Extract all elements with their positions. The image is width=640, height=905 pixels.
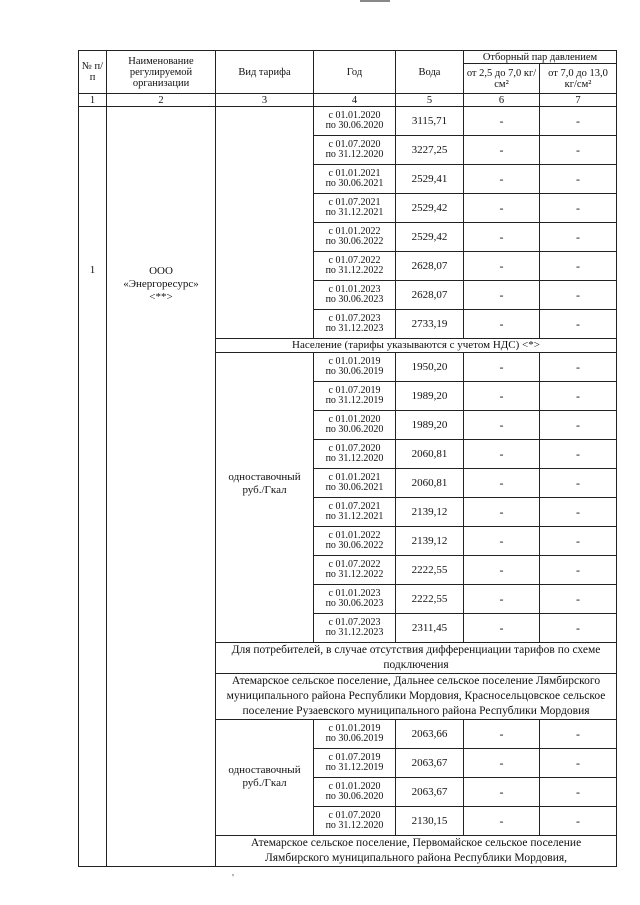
header-tariff: Вид тарифа (216, 51, 314, 94)
water-price: 2063,66 (396, 720, 464, 749)
steam-high-value: - (540, 778, 617, 807)
period-to: по 30.06.2022 (325, 236, 384, 247)
period-cell (314, 527, 396, 556)
steam-low-value: - (464, 556, 540, 585)
period-from: с 01.01.2019 (328, 355, 381, 367)
period-to: по 30.06.2020 (325, 120, 384, 131)
column-number: 5 (396, 94, 464, 107)
period-to: по 31.12.2019 (325, 395, 384, 406)
period-to: по 31.12.2022 (325, 569, 384, 580)
column-number: 4 (314, 94, 396, 107)
water-price: 2060,81 (396, 469, 464, 498)
period-cell (314, 382, 396, 411)
period-to: по 31.12.2022 (325, 265, 384, 276)
period-from: с 01.07.2023 (328, 616, 381, 628)
period-cell (314, 585, 396, 614)
table-row (79, 107, 617, 136)
steam-low-value: - (464, 469, 540, 498)
period-from: с 01.07.2020 (328, 138, 381, 150)
steam-low-value: - (464, 527, 540, 556)
steam-high-value: - (540, 136, 617, 165)
steam-high-value: - (540, 194, 617, 223)
steam-high-value: - (540, 720, 617, 749)
period-to: по 30.06.2021 (325, 178, 384, 189)
steam-low-value: - (464, 310, 540, 339)
header-steam-a: от 2,5 до 7,0 кг/см² (464, 64, 540, 94)
steam-high-value: - (540, 585, 617, 614)
period-cell (314, 556, 396, 585)
tariff-type: одноставочный (228, 764, 301, 776)
period-to: по 31.12.2019 (325, 762, 384, 773)
steam-low-value: - (464, 498, 540, 527)
period-to: по 30.06.2019 (325, 366, 384, 377)
steam-low-value: - (464, 223, 540, 252)
header-num: № п/п (79, 51, 107, 94)
period-from: с 01.01.2021 (328, 167, 381, 179)
period-cell (314, 252, 396, 281)
period-from: с 01.07.2021 (328, 500, 381, 512)
period-cell (314, 223, 396, 252)
period-from: с 01.07.2021 (328, 196, 381, 208)
period-cell (314, 310, 396, 339)
steam-high-value: - (540, 556, 617, 585)
water-price: 2529,42 (396, 223, 464, 252)
water-price: 2733,19 (396, 310, 464, 339)
tariff-unit: руб./Гкал (242, 484, 287, 496)
water-price: 3115,71 (396, 107, 464, 136)
steam-high-value: - (540, 527, 617, 556)
steam-high-value: - (540, 281, 617, 310)
tariff-unit: руб./Гкал (242, 777, 287, 789)
steam-high-value: - (540, 353, 617, 382)
column-number: 2 (107, 94, 216, 107)
steam-low-value: - (464, 614, 540, 643)
steam-high-value: - (540, 807, 617, 836)
water-price: 2311,45 (396, 614, 464, 643)
period-to: по 31.12.2023 (325, 323, 384, 334)
header-steam: Отборный пар давлением (464, 51, 617, 64)
steam-low-value: - (464, 778, 540, 807)
period-cell (314, 165, 396, 194)
period-to: по 30.06.2020 (325, 791, 384, 802)
tariff-type: одноставочный (228, 471, 301, 483)
column-number: 3 (216, 94, 314, 107)
steam-low-value: - (464, 281, 540, 310)
period-from: с 01.07.2019 (328, 751, 381, 763)
water-price: 2222,55 (396, 585, 464, 614)
row-number: 1 (79, 107, 107, 867)
steam-low-value: - (464, 440, 540, 469)
period-from: с 01.01.2020 (328, 413, 381, 425)
caption-area-1: Атемарское сельское поселение, Дальнее сельское поселение Лямбирского муниципального района Республики Мордовия, Красносельцовское сельское поселение Рузаевского муниципального района Республики Мордовия (216, 674, 617, 720)
water-price: 2222,55 (396, 556, 464, 585)
water-price: 2139,12 (396, 527, 464, 556)
period-to: по 30.06.2023 (325, 598, 384, 609)
period-from: с 01.01.2022 (328, 225, 381, 237)
column-number: 6 (464, 94, 540, 107)
header-water: Вода (396, 51, 464, 94)
period-from: с 01.01.2019 (328, 722, 381, 734)
period-from: с 01.07.2019 (328, 384, 381, 396)
tariff-table (78, 50, 617, 867)
steam-high-value: - (540, 498, 617, 527)
water-price: 2130,15 (396, 807, 464, 836)
tariff-type-cell-empty (216, 107, 314, 339)
steam-low-value: - (464, 807, 540, 836)
water-price: 2139,12 (396, 498, 464, 527)
period-from: с 01.07.2020 (328, 442, 381, 454)
steam-high-value: - (540, 411, 617, 440)
column-number: 7 (540, 94, 617, 107)
period-cell (314, 194, 396, 223)
period-from: с 01.01.2020 (328, 780, 381, 792)
period-to: по 31.12.2020 (325, 820, 384, 831)
period-cell (314, 411, 396, 440)
caption-area-2: Атемарское сельское поселение, Первомайское сельское поселение Лямбирского муниципального района Республики Мордовия, (216, 836, 617, 867)
period-cell (314, 614, 396, 643)
period-cell (314, 778, 396, 807)
column-number-row (79, 94, 617, 107)
period-to: по 31.12.2020 (325, 453, 384, 464)
water-price: 1989,20 (396, 411, 464, 440)
period-from: с 01.07.2022 (328, 254, 381, 266)
steam-high-value: - (540, 382, 617, 411)
steam-high-value: - (540, 749, 617, 778)
period-to: по 31.12.2023 (325, 627, 384, 638)
tariff-type-cell (216, 353, 314, 643)
water-price: 2529,41 (396, 165, 464, 194)
steam-high-value: - (540, 252, 617, 281)
water-price: 1989,20 (396, 382, 464, 411)
water-price: 2628,07 (396, 252, 464, 281)
period-cell (314, 749, 396, 778)
period-to: по 30.06.2020 (325, 424, 384, 435)
period-to: по 30.06.2021 (325, 482, 384, 493)
organization-name-line: «Энергоресурс» (123, 278, 199, 290)
organization-name (107, 107, 216, 867)
water-price: 2529,42 (396, 194, 464, 223)
period-to: по 31.12.2021 (325, 511, 384, 522)
period-from: с 01.07.2023 (328, 312, 381, 324)
period-to: по 31.12.2020 (325, 149, 384, 160)
header-org: Наименование регулируемой организации (107, 51, 216, 94)
header-year: Год (314, 51, 396, 94)
steam-low-value: - (464, 749, 540, 778)
period-cell (314, 353, 396, 382)
water-price: 2063,67 (396, 778, 464, 807)
period-from: с 01.01.2023 (328, 587, 381, 599)
steam-high-value: - (540, 614, 617, 643)
period-to: по 30.06.2022 (325, 540, 384, 551)
period-cell (314, 107, 396, 136)
caption-population: Население (тарифы указываются с учетом НДС) <*> (216, 339, 617, 353)
caption-consumers: Для потребителей, в случае отсутствия дифференциации тарифов по схеме подключения (216, 643, 617, 674)
period-to: по 31.12.2021 (325, 207, 384, 218)
period-from: с 01.01.2020 (328, 109, 381, 121)
period-cell (314, 440, 396, 469)
organization-name-line: ООО (149, 265, 173, 277)
steam-low-value: - (464, 411, 540, 440)
period-cell (314, 720, 396, 749)
period-cell (314, 281, 396, 310)
water-price: 2060,81 (396, 440, 464, 469)
top-edge-mark (360, 0, 390, 2)
steam-low-value: - (464, 252, 540, 281)
steam-low-value: - (464, 353, 540, 382)
period-from: с 01.01.2022 (328, 529, 381, 541)
steam-high-value: - (540, 223, 617, 252)
steam-low-value: - (464, 107, 540, 136)
steam-high-value: - (540, 107, 617, 136)
steam-low-value: - (464, 194, 540, 223)
steam-high-value: - (540, 165, 617, 194)
steam-low-value: - (464, 720, 540, 749)
water-price: 3227,25 (396, 136, 464, 165)
period-cell (314, 807, 396, 836)
period-cell (314, 498, 396, 527)
water-price: 1950,20 (396, 353, 464, 382)
period-from: с 01.01.2021 (328, 471, 381, 483)
header-row (79, 51, 617, 64)
steam-high-value: - (540, 310, 617, 339)
steam-low-value: - (464, 165, 540, 194)
period-cell (314, 469, 396, 498)
header-steam-b: от 7,0 до 13,0 кг/см² (540, 64, 617, 94)
steam-low-value: - (464, 585, 540, 614)
period-from: с 01.07.2020 (328, 809, 381, 821)
period-to: по 30.06.2019 (325, 733, 384, 744)
period-from: с 01.01.2023 (328, 283, 381, 295)
steam-low-value: - (464, 136, 540, 165)
water-price: 2063,67 (396, 749, 464, 778)
water-price: 2628,07 (396, 281, 464, 310)
foot-mark: ' (232, 872, 234, 884)
column-number: 1 (79, 94, 107, 107)
steam-high-value: - (540, 469, 617, 498)
steam-low-value: - (464, 382, 540, 411)
tariff-type-cell (216, 720, 314, 836)
organization-name-line: <**> (149, 291, 173, 303)
period-cell (314, 136, 396, 165)
period-to: по 30.06.2023 (325, 294, 384, 305)
steam-high-value: - (540, 440, 617, 469)
period-from: с 01.07.2022 (328, 558, 381, 570)
